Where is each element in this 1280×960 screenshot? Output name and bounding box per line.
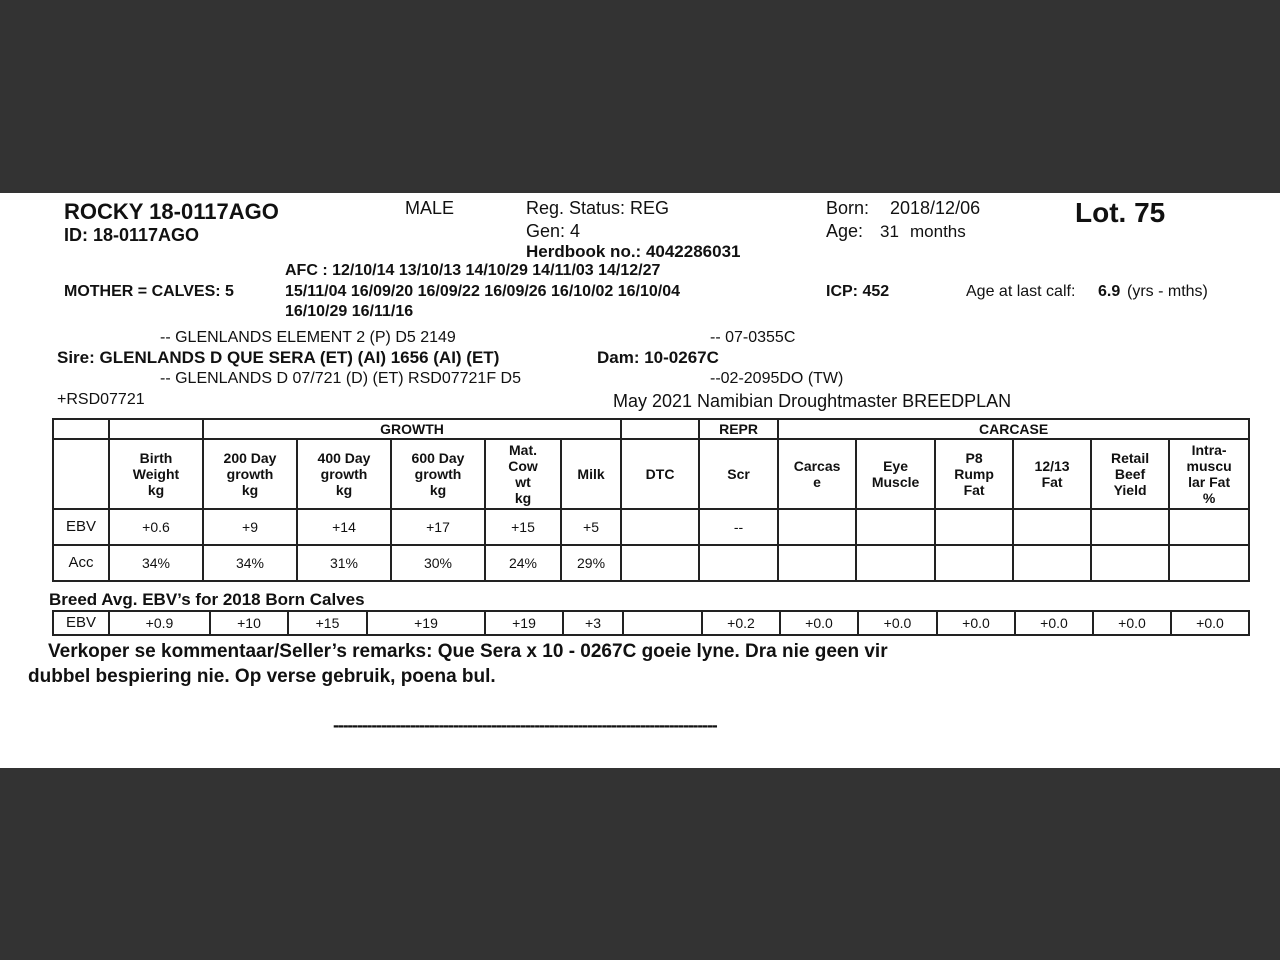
group-header-row (53, 419, 1249, 439)
column-header-row (53, 439, 1249, 509)
dam-dam: --02-2095DO (TW) (710, 370, 844, 387)
table-cell: +0.0 (1015, 611, 1093, 635)
table-cell: +5 (561, 509, 621, 545)
column-header-line: Cow (508, 457, 538, 474)
column-header-line: Retail (1111, 449, 1150, 466)
column-header-line: Mat. (509, 441, 537, 458)
empty-cell (53, 419, 109, 439)
column-header-line: wt (515, 474, 531, 490)
column-header-line: DTC (645, 465, 675, 482)
row-label: EBV (53, 509, 109, 545)
column-header-line: growth (226, 465, 274, 482)
table-cell (778, 545, 856, 581)
age-last-calf-unit: (yrs - mths) (1127, 283, 1208, 300)
table-cell: 34% (109, 545, 203, 581)
remarks-line-1: Verkoper se kommentaar/Seller’s remarks: Que Sera x 10 - 0267C goeie lyne. Dra nie geen vir (48, 641, 888, 662)
table-cell: +0.0 (858, 611, 937, 635)
table-cell: +3 (563, 611, 623, 635)
ebv-row (53, 509, 1249, 545)
table-cell: +15 (288, 611, 367, 635)
column-header (621, 439, 699, 509)
dam: Dam: 10-0267C (597, 348, 719, 367)
table-cell: +0.0 (780, 611, 858, 635)
age-last-calf-label: Age at last calf: (966, 283, 1076, 300)
column-header-line: kg (429, 482, 447, 499)
column-header-line: Birth (139, 449, 173, 466)
column-header-line: Weight (132, 465, 180, 482)
table-cell: 29% (561, 545, 621, 581)
herdbook-number: Herdbook no.: 4042286031 (526, 242, 741, 261)
column-header (1013, 439, 1091, 509)
column-header-line: kg (335, 482, 353, 499)
breed-avg-title: Breed Avg. EBV’s for 2018 Born Calves (49, 590, 365, 609)
sire: Sire: GLENLANDS D QUE SERA (ET) (AI) 1656 (AI) (ET) (57, 348, 500, 367)
column-header-line: e (813, 474, 821, 490)
afc-line-3: 16/10/29 16/11/16 (285, 303, 414, 320)
age-unit: months (910, 222, 966, 241)
table-cell (778, 509, 856, 545)
animal-id: ID: 18-0117AGO (64, 225, 200, 245)
table-cell (621, 509, 699, 545)
column-header (561, 439, 621, 509)
sire-sire: -- GLENLANDS ELEMENT 2 (P) D5 2149 (160, 329, 456, 346)
sire-extra-id: +RSD07721 (57, 391, 145, 408)
column-header-line: Yield (1113, 482, 1147, 499)
group-growth: GROWTH (203, 419, 621, 439)
table-cell (1013, 545, 1091, 581)
column-header (391, 439, 485, 509)
table-cell: +9 (203, 509, 297, 545)
column-header-line: kg (241, 482, 259, 499)
table-cell: +19 (485, 611, 563, 635)
breed-avg-row (53, 611, 1249, 635)
empty-cell (53, 439, 109, 509)
age-value: 31 (880, 222, 899, 241)
age-label: Age: (826, 221, 864, 241)
table-cell: 31% (297, 545, 391, 581)
age-last-calf-value: 6.9 (1098, 283, 1121, 300)
table-cell (1091, 509, 1169, 545)
table-cell (699, 545, 778, 581)
mother-calves: MOTHER = CALVES: 5 (64, 283, 234, 300)
table-cell (1169, 545, 1249, 581)
born-date: 2018/12/06 (890, 198, 981, 218)
column-header (1091, 439, 1169, 509)
breed-avg-table (52, 610, 1250, 636)
column-header-line: P8 (965, 449, 983, 466)
table-cell: +0.2 (702, 611, 780, 635)
column-header (297, 439, 391, 509)
column-header (856, 439, 935, 509)
column-header-line: Fat (963, 482, 985, 499)
column-header-line: lar Fat (1188, 474, 1231, 490)
table-cell (1169, 509, 1249, 545)
row-label: Acc (53, 545, 109, 581)
empty-cell (621, 419, 699, 439)
table-cell: +0.0 (1171, 611, 1249, 635)
column-header-line: Muscle (871, 474, 920, 490)
table-cell: 24% (485, 545, 561, 581)
column-header-line: 200 Day (223, 449, 277, 466)
table-cell: +0.0 (1093, 611, 1171, 635)
table-cell (621, 545, 699, 581)
column-header (485, 439, 561, 509)
generation: Gen: 4 (526, 221, 581, 241)
empty-cell (109, 419, 203, 439)
dam-sire: -- 07-0355C (710, 329, 796, 346)
lot-number: Lot. 75 (1075, 197, 1166, 228)
catalogue-page (0, 193, 1280, 768)
remarks-line-2: dubbel bespiering nie. Op verse gebruik, poena bul. (28, 666, 496, 687)
column-header-line: Rump (954, 465, 994, 482)
column-header-line: Beef (1114, 465, 1146, 482)
table-cell (935, 509, 1013, 545)
afc-line-1: AFC : 12/10/14 13/10/13 14/10/29 14/11/03 14/12/27 (285, 262, 661, 279)
table-cell: +0.0 (937, 611, 1015, 635)
column-header-line: Eye (883, 457, 909, 474)
table-cell: +0.9 (109, 611, 210, 635)
column-header (203, 439, 297, 509)
table-cell (623, 611, 702, 635)
reg-status: Reg. Status: REG (526, 198, 670, 218)
column-header (699, 439, 778, 509)
column-header-line: 600 Day (411, 449, 465, 466)
column-header-line: growth (414, 465, 462, 482)
sire-dam: -- GLENLANDS D 07/721 (D) (ET) RSD07721F D5 (160, 370, 521, 387)
breedplan-title: May 2021 Namibian Droughtmaster BREEDPLAN (613, 391, 1012, 411)
table-cell: +10 (210, 611, 288, 635)
column-header-line: Scr (727, 465, 750, 482)
table-cell: +15 (485, 509, 561, 545)
table-cell (1091, 545, 1169, 581)
afc-line-2: 15/11/04 16/09/20 16/09/22 16/09/26 16/10/02 16/10/04 (285, 283, 681, 300)
column-header-line: muscu (1186, 457, 1232, 474)
table-cell: +0.6 (109, 509, 203, 545)
table-cell: +17 (391, 509, 485, 545)
group-carcase: CARCASE (778, 419, 1249, 439)
column-header-line: 12/13 (1034, 457, 1070, 474)
column-header-line: Fat (1041, 474, 1063, 490)
column-header (935, 439, 1013, 509)
born-label: Born: (826, 198, 870, 218)
table-cell (856, 545, 935, 581)
column-header (778, 439, 856, 509)
table-cell: +14 (297, 509, 391, 545)
column-header-line: kg (514, 490, 532, 507)
ebv-table (52, 418, 1250, 582)
animal-name: ROCKY 18-0117AGO (64, 199, 279, 224)
table-cell: 34% (203, 545, 297, 581)
icp: ICP: 452 (826, 283, 890, 300)
acc-row (53, 545, 1249, 581)
divider-line: -------------------------------------------------------------------------------- (333, 715, 717, 735)
table-cell: 30% (391, 545, 485, 581)
table-cell: -- (699, 509, 778, 545)
column-header-line: Carcas (793, 457, 841, 474)
table-cell (935, 545, 1013, 581)
column-header (1169, 439, 1249, 509)
column-header-line: % (1202, 490, 1216, 507)
column-header-line: growth (320, 465, 368, 482)
table-cell: +19 (367, 611, 485, 635)
table-cell (1013, 509, 1091, 545)
column-header (109, 439, 203, 509)
animal-sex: MALE (405, 198, 455, 218)
column-header-line: Intra- (1191, 441, 1227, 458)
column-header-line: 400 Day (317, 449, 371, 466)
group-repr: REPR (699, 419, 778, 439)
table-cell (856, 509, 935, 545)
column-header-line: Milk (577, 465, 605, 482)
row-label: EBV (53, 611, 109, 635)
column-header-line: kg (147, 482, 165, 499)
